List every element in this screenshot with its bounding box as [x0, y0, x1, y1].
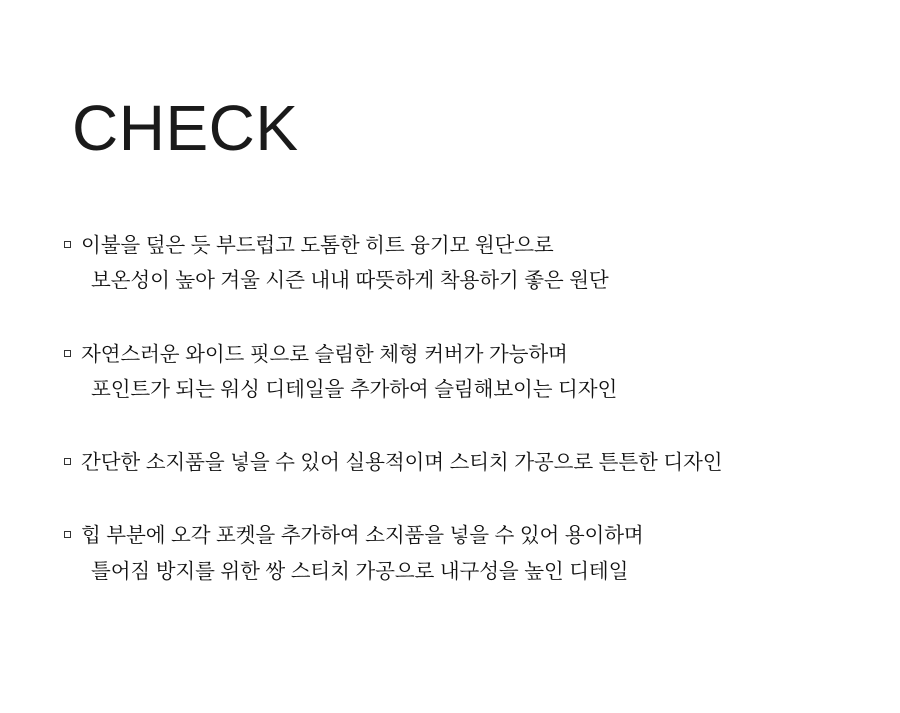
- square-bullet-icon: [64, 350, 71, 357]
- list-item-line-1: 힙 부분에 오각 포켓을 추가하여 소지품을 넣을 수 있어 용이하며: [81, 524, 644, 548]
- list-item-line-1: 자연스러운 와이드 핏으로 슬림한 체형 커버가 가능하며: [81, 342, 568, 366]
- page-title: CHECK: [72, 92, 299, 164]
- list-item: [64, 228, 864, 299]
- list-item-line-2: 보온성이 높아 겨울 시즌 내내 따뜻하게 착용하기 좋은 원단: [91, 269, 609, 293]
- square-bullet-icon: [64, 241, 71, 248]
- list-item-text: [81, 518, 864, 589]
- list-item-line-1: 이불을 덮은 듯 부드럽고 도톰한 히트 융기모 원단으로: [81, 234, 554, 257]
- feature-bullet-list: [64, 228, 864, 589]
- list-item-text: [81, 337, 864, 408]
- list-item-text: [81, 228, 864, 299]
- list-item-line-1: 간단한 소지품을 넣을 수 있어 실용적이며 스티치 가공으로 튼튼한 디자인: [81, 451, 723, 474]
- list-item-line-2: 틀어짐 방지를 위한 쌍 스티치 가공으로 내구성을 높인 디테일: [91, 559, 629, 583]
- square-bullet-icon: [64, 531, 71, 538]
- list-item: [64, 518, 864, 589]
- list-item: [64, 337, 864, 408]
- square-bullet-icon: [64, 458, 71, 465]
- list-item-line-2: 포인트가 되는 워싱 디테일을 추가하여 슬림해보이는 디자인: [91, 377, 618, 401]
- list-item: [64, 445, 864, 480]
- list-item-text: [81, 445, 864, 480]
